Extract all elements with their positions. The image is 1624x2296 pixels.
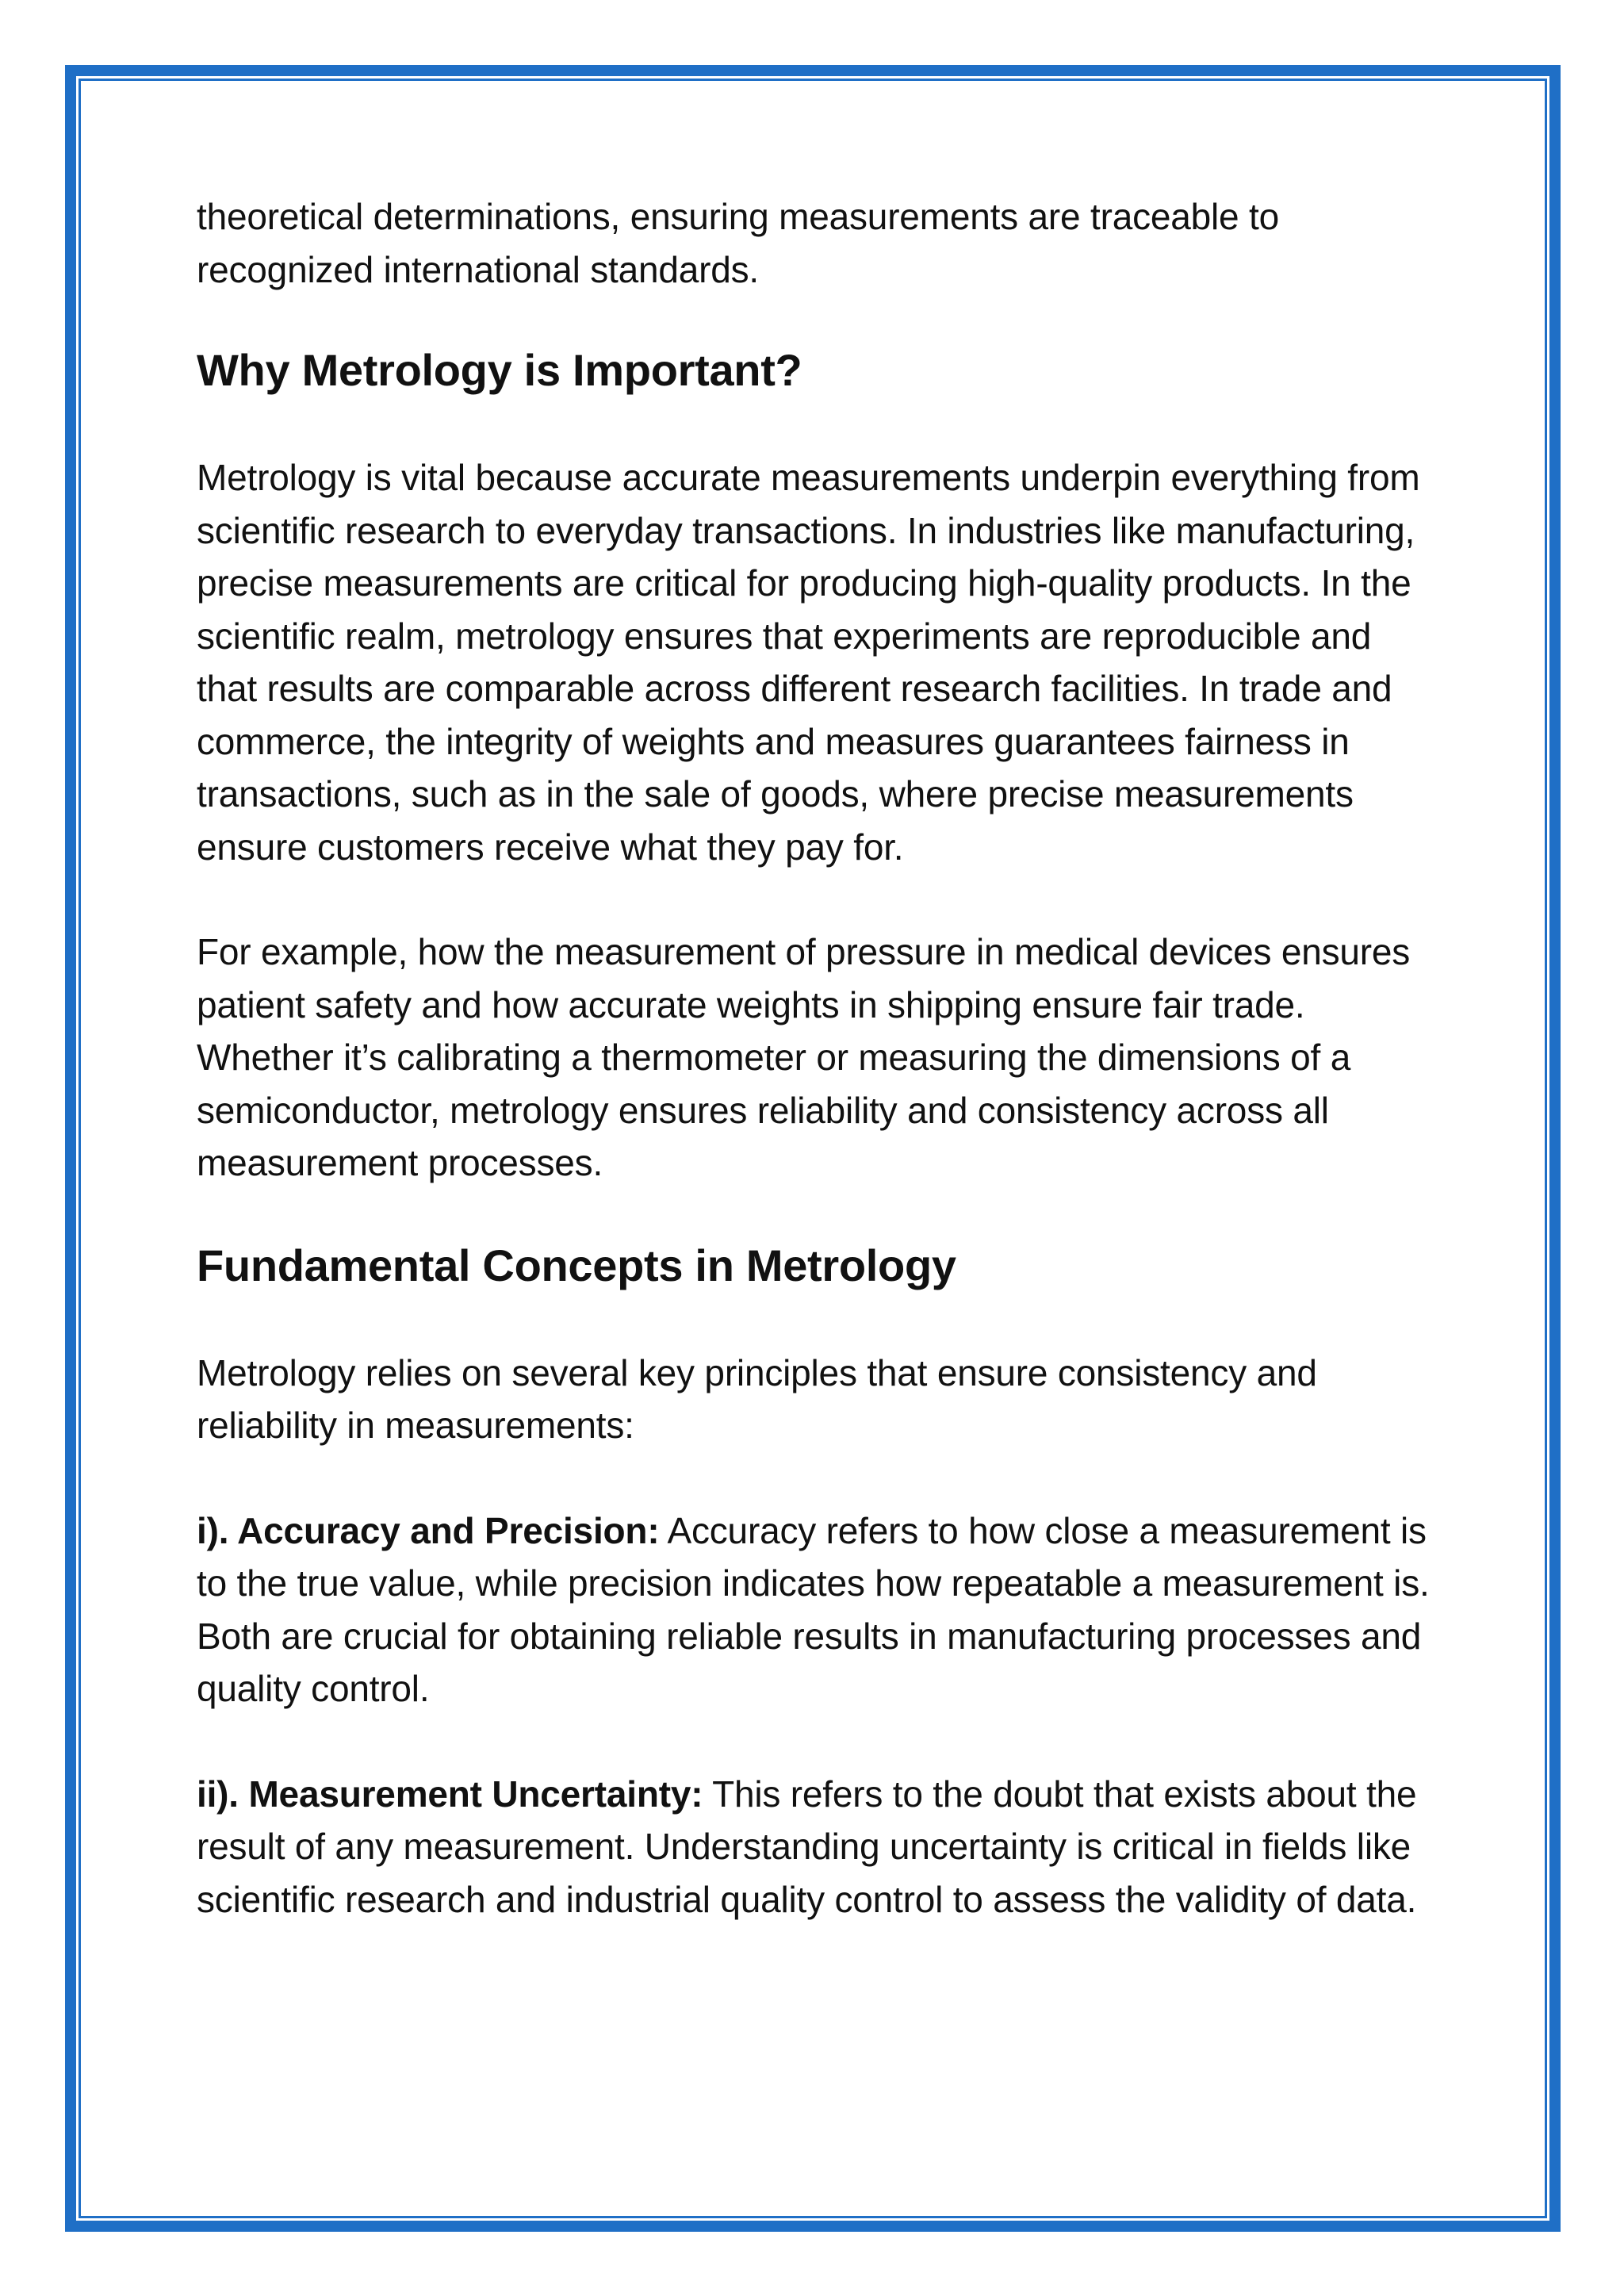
intro-paragraph: theoretical determinations, ensuring measurements are traceable to recognized international standards. xyxy=(197,196,1279,290)
term-description: Accuracy refers to how close a measurement is to the true value, while precision indicates how repeatable a measurement is. Both are crucial for obtaining reliable results in manufacturing processes and quality control. xyxy=(197,1509,1430,1709)
term-label: i). Accuracy and Precision: xyxy=(197,1509,660,1551)
paragraph-example: For example, how the measurement of pressure in medical devices ensures patient safety and how accurate weights in shipping ensure fair trade. Whether it’s calibrating a thermometer or measuring the dimensions of a semiconductor, metrology ensures reliability and consistency across all measurement processes. xyxy=(197,931,1411,1183)
paragraph-concepts-intro: Metrology relies on several key principles that ensure consistency and reliability in measurements: xyxy=(197,1351,1317,1446)
term-description: This refers to the doubt that exists about the result of any measurement. Understanding uncertainty is critical in fields like scientific research and industrial quality control to assess the validity of data. xyxy=(197,1773,1417,1920)
paragraph-importance: Metrology is vital because accurate measurements underpin everything from scientific research to everyday transactions. In industries like manufacturing, precise measurements are critical for producing high-quality products. In the scientific realm, metrology ensures that experiments are reproducible and that results are comparable across different research facilities. In trade and commerce, the integrity of weights and measures guarantees fairness in transactions, such as in the sale of goods, where precise measurements ensure customers receive what they pay for. xyxy=(197,457,1420,868)
document-body xyxy=(197,190,1434,1926)
term-label: ii). Measurement Uncertainty: xyxy=(197,1773,703,1815)
section-heading-fundamental-concepts: Fundamental Concepts in Metrology xyxy=(197,1240,956,1290)
list-item-measurement-uncertainty xyxy=(197,1768,1434,1926)
section-heading-why-metrology: Why Metrology is Important? xyxy=(197,345,802,395)
list-item-accuracy-precision xyxy=(197,1504,1434,1715)
